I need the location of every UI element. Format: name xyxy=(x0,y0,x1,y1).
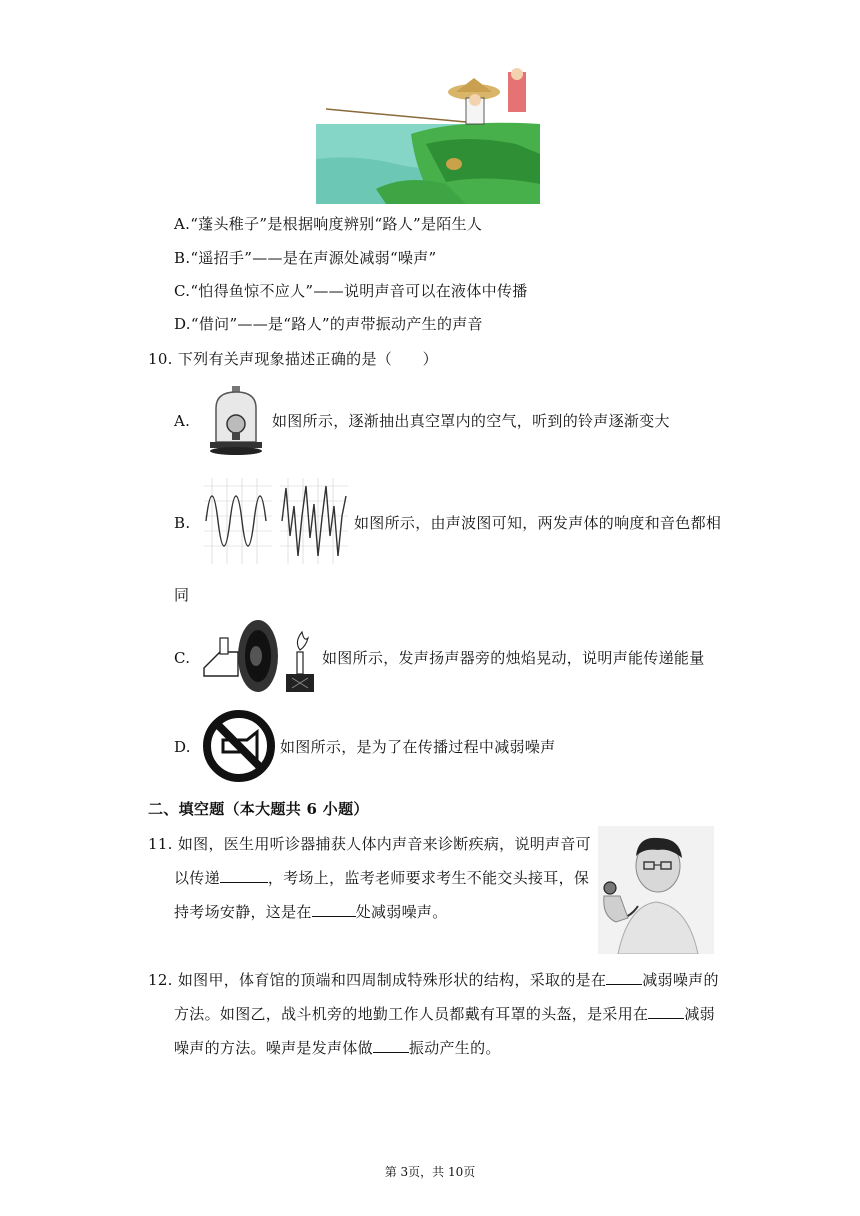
speaker-candle-icon xyxy=(200,616,320,696)
option-letter: C. xyxy=(174,282,191,300)
q10-option-a-letter: A. xyxy=(174,412,191,430)
q10-option-b-text: 如图所示，由声波图可知，两发声体的响度和音色都相 xyxy=(354,514,722,532)
page-footer: 第 3页，共 10页 xyxy=(384,1165,476,1179)
question-text: 下列有关声现象描述正确的是（ ） xyxy=(177,350,438,368)
answer-blank[interactable] xyxy=(606,970,642,985)
q10-option-b-text-cont: 同 xyxy=(174,586,190,604)
question-number: 12. xyxy=(148,971,173,989)
q10-option-a-text: 如图所示，逐渐抽出真空罩内的空气，听到的铃声逐渐变大 xyxy=(272,412,670,430)
sound-waveform-graphs-icon xyxy=(202,476,350,566)
q10-option-b-letter: B. xyxy=(174,514,191,532)
fishing-child-illustration xyxy=(316,64,540,204)
no-honking-sign-icon xyxy=(201,708,277,784)
q9-option-b xyxy=(174,248,436,268)
question-11-line-3: 持考场安静，这是在 处减弱噪声。 xyxy=(174,903,448,921)
question-11-line-2: 以传递 ，考场上，监考老师要求考生不能交头接耳，保 xyxy=(174,869,590,887)
q9-option-d xyxy=(174,314,483,334)
option-letter: A. xyxy=(174,215,191,233)
question-12-line-2: 方法。如图乙，战斗机旁的地勤工作人员都戴有耳罩的头盔，是采用在 减弱 xyxy=(174,1005,715,1023)
q9-option-a xyxy=(174,214,482,234)
option-text: “蓬头稚子”是根据响度辨别“路人”是陌生人 xyxy=(190,215,483,233)
answer-blank[interactable] xyxy=(373,1038,409,1053)
option-letter: D. xyxy=(174,315,191,333)
question-12-line-1: 12. 如图甲，体育馆的顶端和四周制成特殊形状的结构，采取的是在 减弱噪声的 xyxy=(148,971,719,989)
q10-option-c-letter: C. xyxy=(174,649,191,667)
option-letter: B. xyxy=(174,249,191,267)
question-number: 11. xyxy=(148,835,173,853)
option-text: “遥招手”——是在声源处减弱“噪声” xyxy=(190,249,437,267)
vacuum-bell-jar-icon xyxy=(206,384,266,456)
question-number: 10. xyxy=(148,350,173,368)
answer-blank[interactable] xyxy=(220,868,268,883)
answer-blank[interactable] xyxy=(648,1004,684,1019)
question-12-line-3: 噪声的方法。噪声是发声体做 振动产生的。 xyxy=(174,1039,501,1057)
question-10-stem xyxy=(148,349,438,369)
q10-option-c-text: 如图所示，发声扬声器旁的烛焰晃动，说明声能传递能量 xyxy=(322,649,705,667)
doctor-stethoscope-photo xyxy=(598,826,714,954)
section-heading: 二、填空题（本大题共 6 小题） xyxy=(148,800,369,818)
q10-option-d-letter: D. xyxy=(174,738,191,756)
q9-option-c xyxy=(174,281,528,301)
question-11-line-1: 11. 如图，医生用听诊器捕获人体内声音来诊断疾病，说明声音可 xyxy=(148,835,591,853)
answer-blank[interactable] xyxy=(312,902,356,917)
q10-option-d-text: 如图所示，是为了在传播过程中减弱噪声 xyxy=(280,738,556,756)
option-text: “借问”——是“路人”的声带振动产生的声音 xyxy=(190,315,483,333)
option-text: “怕得鱼惊不应人”——说明声音可以在液体中传播 xyxy=(190,282,528,300)
